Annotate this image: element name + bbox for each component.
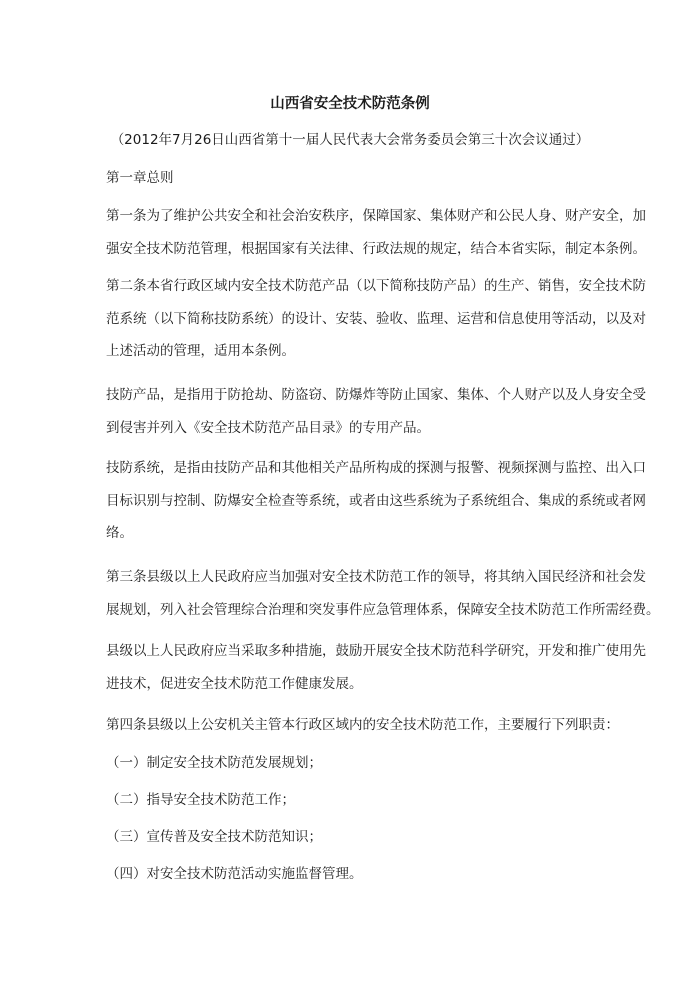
definition-products-line-1: 技防产品，是指用于防抢劫、防盗窃、防爆炸等防止国家、集体、个人财产以及人身安全受 bbox=[106, 387, 646, 403]
definition-systems-line-2: 目标识别与控制、防爆安全检查等系统，或者由这些系统为子系统组合、集成的系统或者网 bbox=[106, 492, 646, 509]
duty-item-3-text: （三）宣传普及安全技术防范知识； bbox=[106, 829, 322, 845]
definition-products bbox=[106, 385, 646, 438]
definition-systems-line-3: 络。 bbox=[106, 525, 133, 541]
chapter-heading bbox=[106, 168, 598, 188]
duty-item-1-text: （一）制定安全技术防范发展规划； bbox=[106, 755, 322, 771]
article-2 bbox=[106, 276, 646, 361]
article-1 bbox=[106, 206, 646, 259]
chapter-heading-text: 第一章总则 bbox=[106, 170, 174, 186]
article-4-text: 第四条县级以上公安机关主管本行政区域内的安全技术防范工作，主要履行下列职责： bbox=[106, 717, 619, 733]
document-title: 山西省安全技术防范条例 bbox=[270, 96, 430, 112]
duty-item-3 bbox=[106, 827, 598, 847]
document-subtitle: （2012年7月26日山西省第十一届人民代表大会常务委员会第三十次会议通过） bbox=[110, 132, 590, 148]
article-3-line-2: 展规划，列入社会管理综合治理和突发事件应急管理体系，保障安全技术防范工作所需经费。 bbox=[106, 601, 660, 618]
definition-products-line-2: 到侵害并列入《安全技术防范产品目录》的专用产品。 bbox=[106, 419, 430, 436]
duty-item-1 bbox=[106, 753, 598, 773]
duty-item-4-text: （四）对安全技术防范活动实施监督管理。 bbox=[106, 866, 363, 882]
article-1-line-2: 强安全技术防范管理，根据国家有关法律、行政法规的规定，结合本省实际，制定本条例。 bbox=[106, 240, 646, 257]
article-3-line-1: 第三条县级以上人民政府应当加强对安全技术防范工作的领导，将其纳入国民经济和社会发 bbox=[106, 569, 646, 585]
definition-systems-line-1: 技防系统，是指由技防产品和其他相关产品所构成的探测与报警、视频探测与监控、出入口 bbox=[106, 460, 646, 476]
duty-item-4 bbox=[106, 864, 598, 884]
article-2-line-1: 第二条本省行政区域内安全技术防范产品（以下简称技防产品）的生产、销售，安全技术防 bbox=[106, 278, 646, 294]
article-4 bbox=[106, 715, 619, 735]
article-3-continued-line-1: 县级以上人民政府应当采取多种措施，鼓励开展安全技术防范科学研究，开发和推广使用先 bbox=[106, 643, 646, 659]
definition-systems bbox=[106, 458, 646, 543]
article-3-continued bbox=[106, 641, 646, 694]
article-3 bbox=[106, 567, 660, 620]
article-2-line-3: 上述活动的管理，适用本条例。 bbox=[106, 343, 295, 359]
article-2-line-2: 范系统（以下简称技防系统）的设计、安装、验收、监理、运营和信息使用等活动，以及对 bbox=[106, 310, 646, 327]
duty-item-2 bbox=[106, 790, 598, 810]
article-3-continued-line-2: 进技术，促进安全技术防范工作健康发展。 bbox=[106, 675, 363, 692]
duty-item-2-text: （二）指导安全技术防范工作； bbox=[106, 792, 295, 808]
article-1-line-1: 第一条为了维护公共安全和社会治安秩序，保障国家、集体财产和公民人身、财产安全，加 bbox=[106, 208, 646, 224]
